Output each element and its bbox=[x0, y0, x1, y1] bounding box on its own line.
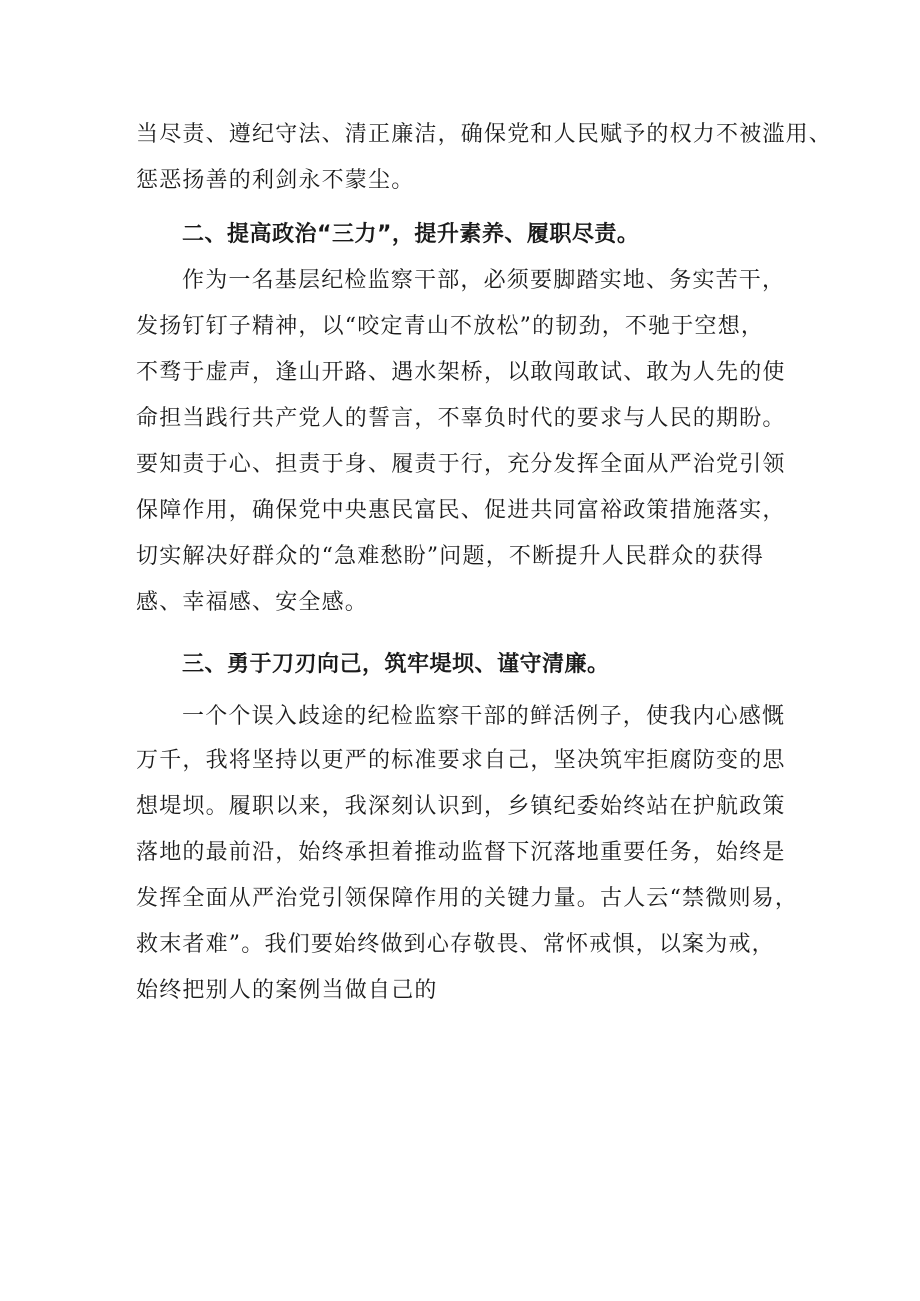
body-text-line: 想堤坝。履职以来，我深刻认识到，乡镇纪委始终站在护航政策 bbox=[136, 794, 786, 819]
body-text-line: 惩恶扬善的利剑永不蒙尘。 bbox=[136, 168, 415, 193]
body-text-line: 救末者难”。我们要始终做到心存敬畏、常怀戒惧，以案为戒， bbox=[136, 932, 775, 957]
body-text-line: 切实解决好群众的“急难愁盼”问题，不断提升人民群众的获得 bbox=[136, 544, 765, 569]
body-text-line: 发扬钉钉子精神，以“咬定青山不放松”的韧劲，不驰于空想， bbox=[136, 314, 765, 339]
body-text-line: 作为一名基层纪检监察干部，必须要脚踏实地、务实苦干， bbox=[182, 268, 786, 293]
body-text-line: 命担当践行共产党人的誓言，不辜负时代的要求与人民的期盼。 bbox=[136, 406, 786, 431]
body-text-line: 落地的最前沿，始终承担着推动监督下沉落地重要任务，始终是 bbox=[136, 840, 786, 865]
section-heading-2: 二、提高政治“三力”，提升素养、履职尽责。 bbox=[182, 222, 640, 247]
body-text-line: 感、幸福感、安全感。 bbox=[136, 590, 369, 615]
body-text-line: 发挥全面从严治党引领保障作用的关键力量。古人云“禁微则易， bbox=[136, 886, 799, 911]
body-text-line: 不骛于虚声，逢山开路、遇水架桥，以敢闯敢试、敢为人先的使 bbox=[136, 360, 786, 385]
body-text-line: 保障作用，确保党中央惠民富民、促进共同富裕政策措施落实， bbox=[136, 498, 786, 523]
body-text-line: 一个个误入歧途的纪检监察干部的鲜活例子，使我内心感慨 bbox=[182, 704, 786, 729]
body-text-line: 要知责于心、担责于身、履责于行，充分发挥全面从严治党引领 bbox=[136, 452, 786, 477]
body-text-line: 万千，我将坚持以更严的标准要求自己，坚决筑牢拒腐防变的思 bbox=[136, 748, 786, 773]
body-text-line: 始终把别人的案例当做自己的 bbox=[136, 978, 438, 1003]
section-heading-3: 三、勇于刀刃向己，筑牢堤坝、谨守清廉。 bbox=[182, 652, 610, 677]
body-text-line: 当尽责、遵纪守法、清正廉洁，确保党和人民赋予的权力不被滥用、 bbox=[136, 122, 833, 147]
